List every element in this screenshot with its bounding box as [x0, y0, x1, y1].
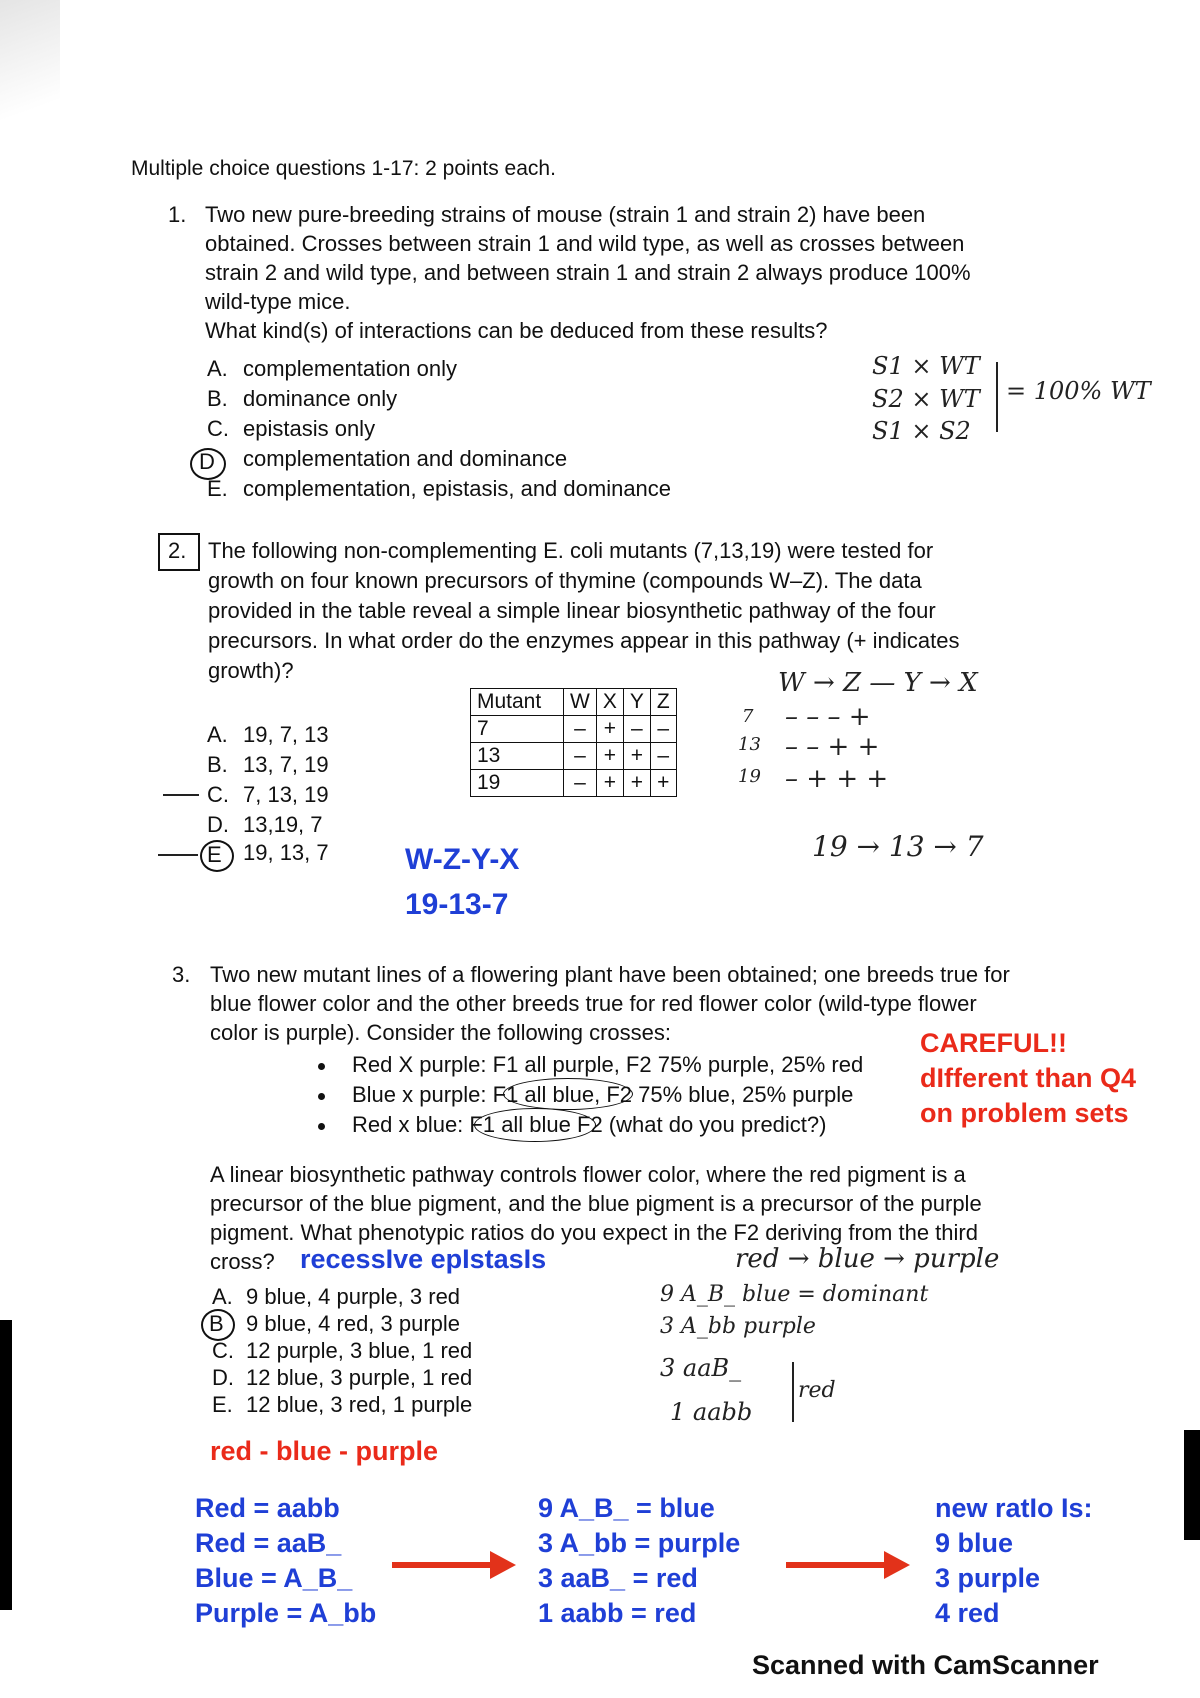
red-arrow-2: [786, 1562, 886, 1568]
q3-cross-3: Red x blue: F1 all blue F2 (what do you predict?): [352, 1112, 827, 1137]
q2-hand-row-label: 19: [738, 766, 761, 787]
q1-option-d: complementation and dominance: [243, 446, 568, 471]
q3-line-3: color is purple). Consider the following crosses:: [210, 1020, 671, 1045]
table-cell: –: [623, 716, 650, 743]
q3-careful-note: on problem sets: [920, 1098, 1129, 1128]
q3-line-6: pigment. What phenotypic ratios do you expect in the F2 deriving from the third: [210, 1220, 978, 1245]
table-row: [471, 743, 677, 770]
table-cell: +: [596, 770, 623, 797]
q2-hand-row-label: 13: [738, 734, 761, 755]
q3-red-blue-purple: red - blue - purple: [210, 1436, 439, 1466]
q1-option-d-letter: D: [199, 449, 215, 474]
table-header-cell: Z: [650, 689, 676, 716]
q3-option-b: 9 blue, 4 red, 3 purple: [246, 1311, 461, 1336]
table-cell: 7: [471, 716, 564, 743]
q3-f2-ratio: 3 A_bb = purple: [538, 1528, 741, 1558]
q2-option-a-letter: A.: [207, 722, 228, 747]
q3-option-c-letter: C.: [212, 1338, 234, 1363]
q1-option-b-letter: B.: [207, 386, 228, 411]
q2-option-e-letter: E: [207, 842, 222, 867]
q3-new-ratio: 9 blue: [935, 1528, 1014, 1558]
q3-line-5: precursor of the blue pigment, and the blue pigment is a precursor of the purple: [210, 1191, 982, 1216]
q2-hand-row-marks: – + + +: [785, 764, 889, 794]
table-cell: +: [623, 743, 650, 770]
q3-line-1: Two new mutant lines of a flowering plant have been obtained; one breeds true for: [210, 962, 1010, 987]
q2-option-b: 13, 7, 19: [243, 752, 329, 777]
q3-f1-blue-circle: [503, 1078, 633, 1110]
q3-hand-pathway: red → blue → purple: [735, 1244, 1000, 1274]
q2-option-c: 7, 13, 19: [243, 782, 329, 807]
table-cell: 19: [471, 770, 564, 797]
q2-hand-row-label: 7: [742, 706, 754, 727]
table-cell: 13: [471, 743, 564, 770]
q1-note-result: = 100% WT: [1006, 377, 1151, 405]
table-header-cell: Y: [623, 689, 650, 716]
q2-hand-row-marks: – – + +: [785, 732, 880, 762]
q3-new-ratio: 3 purple: [935, 1563, 1041, 1593]
q1-number: 1.: [168, 202, 187, 227]
q1-note-s2-wt: S2 × WT: [872, 385, 980, 413]
q3-careful-note: CAREFUL!!: [920, 1028, 1067, 1058]
q2-growth-table: [470, 688, 677, 797]
q1-option-a: complementation only: [243, 356, 458, 381]
q1-option-c-letter: C.: [207, 416, 229, 441]
table-cell: +: [623, 770, 650, 797]
table-cell: –: [564, 743, 597, 770]
q2-answer-pathway: W-Z-Y-X: [405, 843, 520, 876]
q3-f2-ratio: 9 A_B_ = blue: [538, 1493, 715, 1523]
table-header-row: [471, 689, 677, 716]
bullet-icon: [318, 1093, 325, 1100]
table-cell: –: [650, 716, 676, 743]
q3-number: 3.: [172, 962, 191, 987]
q3-genotype: Blue = A_B_: [195, 1563, 353, 1593]
q3-hand-ratio: 1 aabb: [670, 1398, 753, 1426]
q1-note-s1-s2: S1 × S2: [872, 417, 971, 445]
q2-line-5: growth)?: [208, 658, 294, 683]
table-header-cell: W: [564, 689, 597, 716]
q3-hand-ratio: 9 A_B_ blue = dominant: [660, 1282, 929, 1307]
q3-option-d-letter: D.: [212, 1365, 234, 1390]
q2-option-e-mark: [158, 854, 198, 856]
q3-genotype: Purple = A_bb: [195, 1598, 377, 1628]
q3-option-a-letter: A.: [212, 1284, 233, 1309]
red-arrow-2-head: [884, 1551, 910, 1579]
q3-option-a: 9 blue, 4 purple, 3 red: [246, 1284, 461, 1309]
q2-hand-pathway: W → Z — Y → X: [778, 668, 978, 698]
q2-answer-order: 19-13-7: [405, 888, 509, 921]
q2-option-b-letter: B.: [207, 752, 228, 777]
q3-option-d: 12 blue, 3 purple, 1 red: [246, 1365, 473, 1390]
page-edge-shadow: [0, 0, 60, 200]
q3-option-c: 12 purple, 3 blue, 1 red: [246, 1338, 473, 1363]
q2-line-1: The following non-complementing E. coli mutants (7,13,19) were tested for: [208, 538, 934, 563]
q3-new-ratio: new ratIo Is:: [935, 1493, 1093, 1523]
table-cell: –: [650, 743, 676, 770]
q3-line-4: A linear biosynthetic pathway controls flower color, where the red pigment is a: [210, 1162, 966, 1187]
q2-line-4: precursors. In what order do the enzymes appear in this pathway (+ indicates: [208, 628, 960, 653]
q1-line-5: What kind(s) of interactions can be deduced from these results?: [205, 318, 828, 343]
q1-line-4: wild-type mice.: [205, 289, 351, 314]
table-row: [471, 770, 677, 797]
q1-note-bracket: [990, 362, 998, 432]
q2-option-a: 19, 7, 13: [243, 722, 329, 747]
q1-line-3: strain 2 and wild type, and between strain 1 and strain 2 always produce 100%: [205, 260, 971, 285]
q2-option-c-letter: C.: [207, 782, 229, 807]
bullet-icon: [318, 1063, 325, 1070]
table-cell: –: [564, 770, 597, 797]
q3-hand-ratio: 3 A_bb purple: [660, 1314, 816, 1339]
table-header-cell: X: [596, 689, 623, 716]
q3-genotype: Red = aabb: [195, 1493, 340, 1523]
q3-careful-note: dIfferent than Q4: [920, 1063, 1137, 1093]
q2-option-d: 13,19, 7: [243, 812, 323, 837]
q2-line-3: provided in the table reveal a simple linear biosynthetic pathway of the four: [208, 598, 936, 623]
q3-hand-ratio: 3 aaB_: [660, 1354, 742, 1382]
q1-note-s1-wt: S1 × WT: [872, 352, 980, 380]
q1-option-e-letter: E.: [207, 476, 228, 501]
red-arrow-1-head: [490, 1551, 516, 1579]
table-cell: –: [564, 716, 597, 743]
q3-line-2: blue flower color and the other breeds true for red flower color (wild-type flower: [210, 991, 977, 1016]
q2-option-e: 19, 13, 7: [243, 840, 329, 865]
q1-option-a-letter: A.: [207, 356, 228, 381]
table-header-cell: Mutant: [471, 689, 564, 716]
table-cell: +: [650, 770, 676, 797]
q2-option-c-mark: [163, 794, 199, 796]
q3-hand-red: red: [798, 1378, 836, 1403]
q3-cross-1: Red X purple: F1 all purple, F2 75% purple, 25% red: [352, 1052, 864, 1077]
q3-option-e: 12 blue, 3 red, 1 purple: [246, 1392, 473, 1417]
scan-edge-right: [1184, 1430, 1200, 1540]
q3-hand-bracket: [784, 1362, 794, 1422]
q3-f1-blue-circle-2: [474, 1108, 596, 1142]
q1-option-e: complementation, epistasis, and dominance: [243, 476, 672, 501]
q2-number: 2.: [168, 538, 187, 563]
q3-recessive-epistasis: recessIve epIstasIs: [300, 1244, 547, 1274]
q2-line-2: growth on four known precursors of thymine (compounds W–Z). The data: [208, 568, 922, 593]
q3-genotype: Red = aaB_: [195, 1528, 342, 1558]
q1-line-1: Two new pure-breeding strains of mouse (strain 1 and strain 2) have been: [205, 202, 926, 227]
q3-option-e-letter: E.: [212, 1392, 233, 1417]
q1-line-2: obtained. Crosses between strain 1 and wild type, as well as crosses between: [205, 231, 965, 256]
bullet-icon: [318, 1123, 325, 1130]
q2-hand-order: 19 → 13 → 7: [812, 830, 984, 863]
red-arrow-1: [392, 1562, 492, 1568]
q2-option-d-letter: D.: [207, 812, 229, 837]
q3-new-ratio: 4 red: [935, 1598, 1000, 1628]
q3-f2-ratio: 3 aaB_ = red: [538, 1563, 698, 1593]
section-header: Multiple choice questions 1-17: 2 points each.: [131, 157, 556, 180]
q3-cross-2: Blue x purple: F1 all blue, F2 75% blue, 25% purple: [352, 1082, 854, 1107]
table-cell: +: [596, 716, 623, 743]
q1-option-c: epistasis only: [243, 416, 376, 441]
scan-edge-left: [0, 1320, 12, 1610]
q3-line-7: cross?: [210, 1249, 275, 1274]
camscanner-watermark: Scanned with CamScanner: [752, 1650, 1099, 1680]
table-cell: +: [596, 743, 623, 770]
table-row: [471, 716, 677, 743]
q3-f2-ratio: 1 aabb = red: [538, 1598, 697, 1628]
q2-hand-row-marks: – – – +: [785, 702, 871, 732]
q3-option-b-letter: B: [209, 1311, 224, 1336]
q1-option-b: dominance only: [243, 386, 398, 411]
